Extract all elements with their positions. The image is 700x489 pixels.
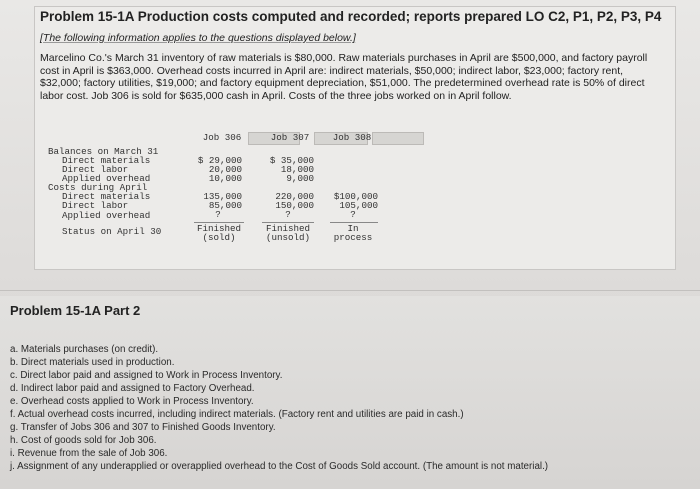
label-direct-labor-1: Direct labor xyxy=(62,164,129,175)
j306-ao1: 10,000 xyxy=(208,173,242,184)
j307-ao2: ? xyxy=(285,209,291,220)
label-direct-materials-1: Direct materials xyxy=(62,155,151,166)
j307-ao1: 9,000 xyxy=(286,173,314,184)
label-direct-materials-2: Direct materials xyxy=(62,191,151,202)
header-job-308: Job 308 xyxy=(332,132,372,143)
j308-status-2: process xyxy=(333,232,373,243)
j307-status-2: (unsold) xyxy=(265,232,311,243)
j308-dm2: $100,000 xyxy=(333,191,378,202)
j306-dm1: $ 29,000 xyxy=(197,155,242,166)
part2-item-h: h. Cost of goods sold for Job 306. xyxy=(10,435,157,446)
problem-paragraph: Marcelino Co.'s March 31 inventory of raw materials is $80,000. Raw materials purchases in April are $500,000, and factory payroll cost in April is $363,000. Overhead costs incurred in April are: indirect materials, $50,000; indirect labor, $23,000; factory rent, $32,000; factory utilities, $19,000; and factory equipment depreciation, $51,000. The predetermined overhead rate is 50% of direct labor cost. Job 306 is sold for $635,000 cash in April. Costs of the three jobs worked on in April follow. xyxy=(40,52,648,102)
part2-item-i: i. Revenue from the sale of Job 306. xyxy=(10,448,168,459)
j306-dl2: 85,000 xyxy=(208,200,242,211)
j306-status-2: (sold) xyxy=(202,232,236,243)
section-divider xyxy=(0,290,700,291)
header-job-307: Job 307 xyxy=(270,132,310,143)
problem-subtitle: [The following information applies to the questions displayed below.] xyxy=(40,32,356,44)
j307-dm2: 220,000 xyxy=(275,191,314,202)
part2-item-a: a. Materials purchases (on credit). xyxy=(10,344,159,355)
part2-item-e: e. Overhead costs applied to Work in Process Inventory. xyxy=(10,396,254,407)
part2-item-d: d. Indirect labor paid and assigned to Factory Overhead. xyxy=(10,383,255,394)
part2-item-g: g. Transfer of Jobs 306 and 307 to Finished Goods Inventory. xyxy=(10,422,276,433)
part2-title: Problem 15-1A Part 2 xyxy=(10,303,141,318)
label-applied-overhead-2: Applied overhead xyxy=(62,210,151,221)
part2-item-f: f. Actual overhead costs incurred, including indirect materials. (Factory rent and utilities are paid in cash.) xyxy=(10,409,464,420)
label-balances: Balances on March 31 xyxy=(48,146,159,157)
label-costs-during-april: Costs during April xyxy=(48,182,148,193)
j307-dl2: 150,000 xyxy=(275,200,314,211)
part2-item-b: b. Direct materials used in production. xyxy=(10,357,175,368)
label-applied-overhead-1: Applied overhead xyxy=(62,173,151,184)
j306-dl1: 20,000 xyxy=(208,164,242,175)
j306-ao2: ? xyxy=(215,209,221,220)
j308-status-1: In xyxy=(347,223,359,234)
j307-dl1: 18,000 xyxy=(280,164,314,175)
j306-dm2: 135,000 xyxy=(203,191,242,202)
part2-item-c: c. Direct labor paid and assigned to Work in Process Inventory. xyxy=(10,370,283,381)
j308-dl2: 105,000 xyxy=(339,200,378,211)
label-status: Status on April 30 xyxy=(62,226,162,237)
j306-status-1: Finished xyxy=(196,223,242,234)
part2-item-j: j. Assignment of any underapplied or overapplied overhead to the Cost of Goods Sold account. (The amount is not material.) xyxy=(10,461,549,472)
j307-status-1: Finished xyxy=(265,223,311,234)
header-bg-308 xyxy=(372,132,424,145)
problem-title: Problem 15-1A Production costs computed and recorded; reports prepared LO C2, P1, P2, P3, P4 xyxy=(40,9,662,24)
label-direct-labor-2: Direct labor xyxy=(62,200,129,211)
header-job-306: Job 306 xyxy=(202,132,242,143)
j307-dm1: $ 35,000 xyxy=(269,155,314,166)
j308-ao2: ? xyxy=(350,209,356,220)
